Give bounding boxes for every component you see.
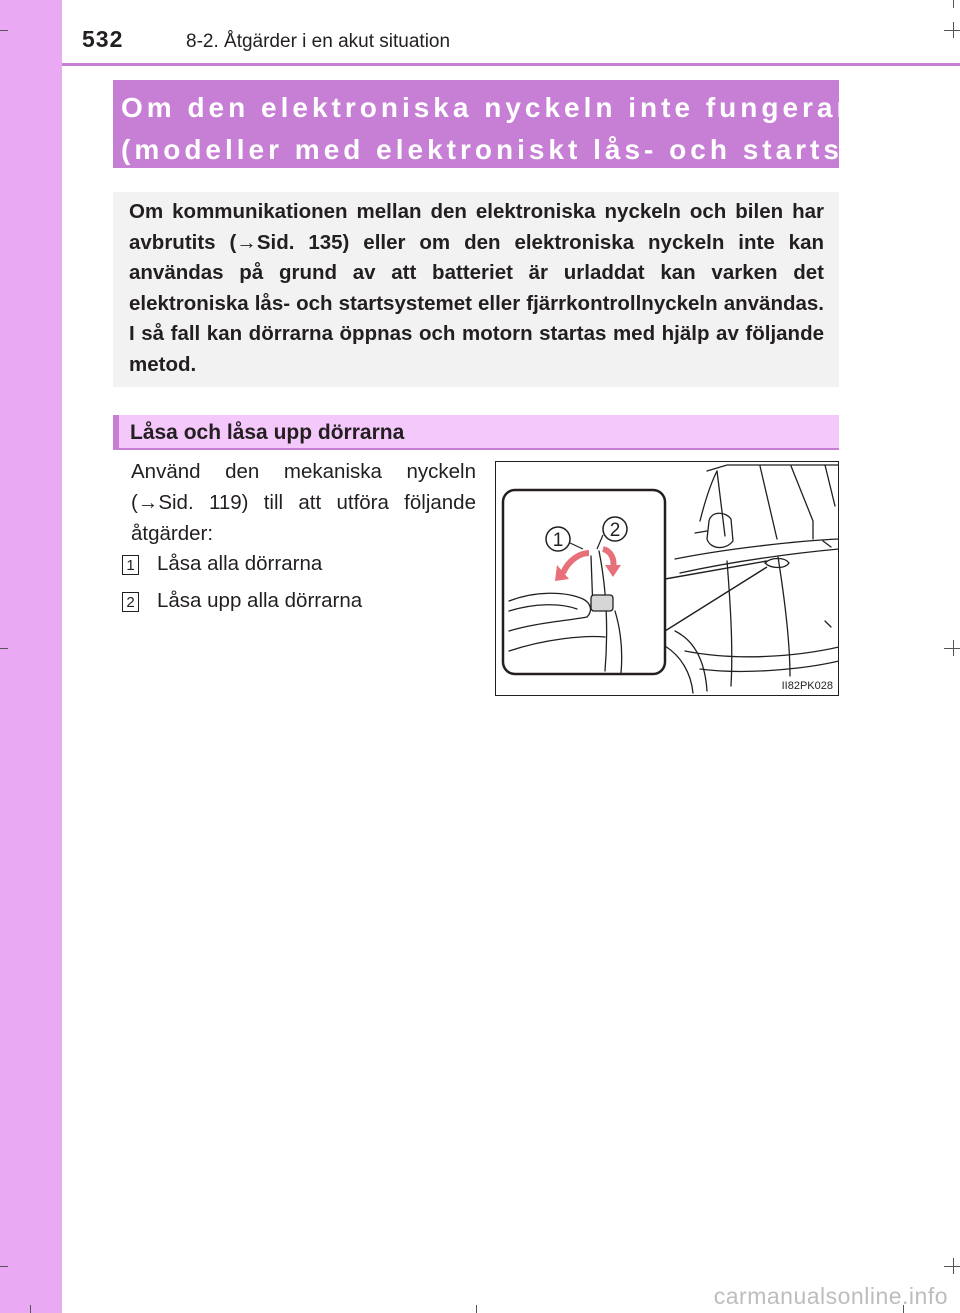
instruction-paragraph: Använd den mekaniska nyckeln (→Sid. 119) till att utföra följande åtgärder:	[131, 460, 476, 545]
heading-accent-bar	[113, 415, 119, 450]
crop-mark	[0, 30, 8, 31]
crop-mark	[953, 22, 954, 38]
header-rule	[62, 63, 960, 66]
crop-mark	[476, 1305, 477, 1313]
key-cylinder-icon	[591, 595, 613, 611]
crop-mark	[944, 648, 960, 649]
footer-watermark-url: carmanualsonline.info	[713, 1283, 948, 1309]
door-lock-illustration	[495, 461, 839, 696]
crop-mark	[0, 648, 8, 649]
subsection-heading-label: Låsa och låsa upp dörrarna	[130, 421, 405, 444]
callout-1-label: 1	[552, 530, 564, 551]
car-door-drawing	[495, 461, 839, 696]
callout-1-marker	[546, 527, 570, 551]
intro-box	[113, 192, 839, 387]
side-color-band	[0, 0, 62, 1313]
figure-code: II82PK028	[781, 680, 833, 692]
step-number-badge: 1	[122, 555, 139, 575]
section-title: 8-2. Åtgärder i en akut situation	[186, 31, 451, 52]
page-title-box	[113, 80, 958, 168]
intro-text: Om kommunikationen mellan den elektroniska nyckeln och bilen har avbrutits (→Sid. 135) eller om den elektroniska nyckeln inte kan användas på grund av att batteriet är urladdat kan varken det elektroniska lås- och startsystemet eller fjärrkontrollnyckeln användas. I så fall kan dörrarna öppnas och motorn startas med hjälp av följande metod.	[129, 200, 824, 376]
step-text: Låsa alla dörrarna	[157, 552, 323, 575]
callout-2-marker	[603, 517, 627, 541]
page-number: 532	[82, 26, 124, 52]
callout-2-label: 2	[609, 520, 621, 541]
step-text: Låsa upp alla dörrarna	[157, 589, 363, 612]
crop-mark	[944, 30, 960, 31]
crop-mark	[953, 640, 954, 656]
crop-mark	[30, 1305, 31, 1313]
crop-mark	[944, 1266, 960, 1267]
subsection-heading	[113, 415, 839, 450]
page-title-line-1: Om den elektroniska nyckeln inte fungerar	[121, 92, 852, 123]
crop-mark	[953, 0, 954, 8]
step-number-badge: 2	[122, 592, 139, 612]
crop-mark	[953, 1258, 954, 1274]
crop-mark	[0, 1266, 8, 1267]
zoom-inset-frame	[503, 490, 665, 674]
page-title-line-2: (modeller med elektroniskt lås- och startsystem)	[121, 134, 958, 165]
